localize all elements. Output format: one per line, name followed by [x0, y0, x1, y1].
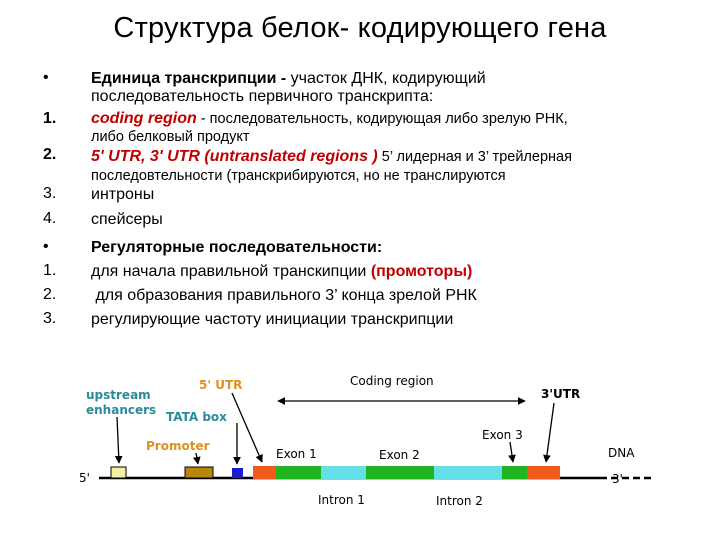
promoter-box: [185, 467, 213, 478]
three-prime-label: 3': [612, 472, 623, 486]
exon3-arrow: [510, 442, 513, 462]
list-marker: 3.: [43, 310, 57, 327]
list-marker: 2.: [43, 146, 57, 163]
term-transcription-unit: Единица транскрипции -: [91, 70, 291, 87]
tata-box-label: TATA box: [166, 410, 227, 424]
term-promoters: (промоторы): [370, 263, 473, 280]
list-marker: •: [43, 69, 49, 86]
dna-label: DNA: [608, 446, 635, 460]
intron2-label: Intron 2: [436, 494, 483, 508]
exon1-block: [276, 466, 321, 479]
list-item-introns: интроны: [91, 186, 155, 203]
list-marker: 2.: [43, 286, 57, 303]
exon3-label: Exon 3: [482, 428, 523, 442]
list-item-promoters: [91, 263, 472, 281]
list-marker: 1.: [43, 262, 57, 279]
definition-text: - последовательность, кодирующая либо зрелую РНК,: [196, 111, 568, 127]
list-item-initiation: регулирующие частоту инициации транскрипции: [91, 311, 454, 328]
utr3-arrow: [546, 403, 554, 462]
upstream-label: upstream: [86, 388, 151, 402]
list-item-utr: [91, 148, 572, 166]
exon1-label: Exon 1: [276, 447, 317, 461]
list-item-coding-region: [91, 110, 568, 128]
promoter-arrow: [196, 453, 198, 464]
intron1-label: Intron 1: [318, 493, 365, 507]
intron2-block: [434, 466, 502, 479]
enhancer-box: [111, 467, 126, 478]
exon2-block: [366, 466, 434, 479]
enhancer-arrow: [117, 417, 119, 463]
list-marker: 3.: [43, 185, 57, 202]
term-coding-region: coding region: [91, 110, 197, 127]
page-title: Структура белок- кодирующего гена: [113, 12, 607, 44]
list-item-transcription-unit: [91, 70, 486, 88]
list-item-regulatory: Регуляторные последовательности:: [91, 239, 383, 256]
list-marker: 1.: [43, 110, 57, 127]
list-item-spacers: спейсеры: [91, 211, 163, 228]
utr3-block: [527, 466, 560, 479]
list-item-continuation: последовтельности (транскрибируются, но не транслируются: [91, 168, 506, 184]
list-item-3prime-end: для образования правильного 3’ конца зрелой РНК: [91, 287, 477, 304]
list-marker: 4.: [43, 210, 57, 227]
list-item-continuation: последовательность первичного транскрипта:: [91, 88, 434, 105]
exon2-label: Exon 2: [379, 448, 420, 462]
utr5-label: 5' UTR: [199, 378, 243, 392]
promoter-text: для начала правильной транскипции: [91, 263, 371, 280]
enhancers-label: enhancers: [86, 403, 157, 417]
definition-text: 5’ лидерная и 3’ трейлерная: [377, 149, 572, 165]
coding-region-label: Coding region: [350, 374, 434, 388]
term-utr: 5' UTR, 3' UTR (untranslated regions ): [91, 148, 378, 165]
utr3-label: 3'UTR: [541, 387, 581, 401]
gene-structure-diagram: [0, 355, 720, 540]
utr5-block: [253, 466, 276, 479]
list-marker: •: [43, 238, 49, 255]
exon3-block: [502, 466, 527, 479]
tata-box: [232, 468, 243, 478]
intron1-block: [321, 466, 366, 479]
promoter-label: Promoter: [146, 439, 210, 453]
five-prime-label: 5': [79, 471, 90, 485]
list-item-continuation: либо белковый продукт: [91, 129, 250, 145]
definition-text: участок ДНК, кодирующий: [290, 70, 486, 87]
